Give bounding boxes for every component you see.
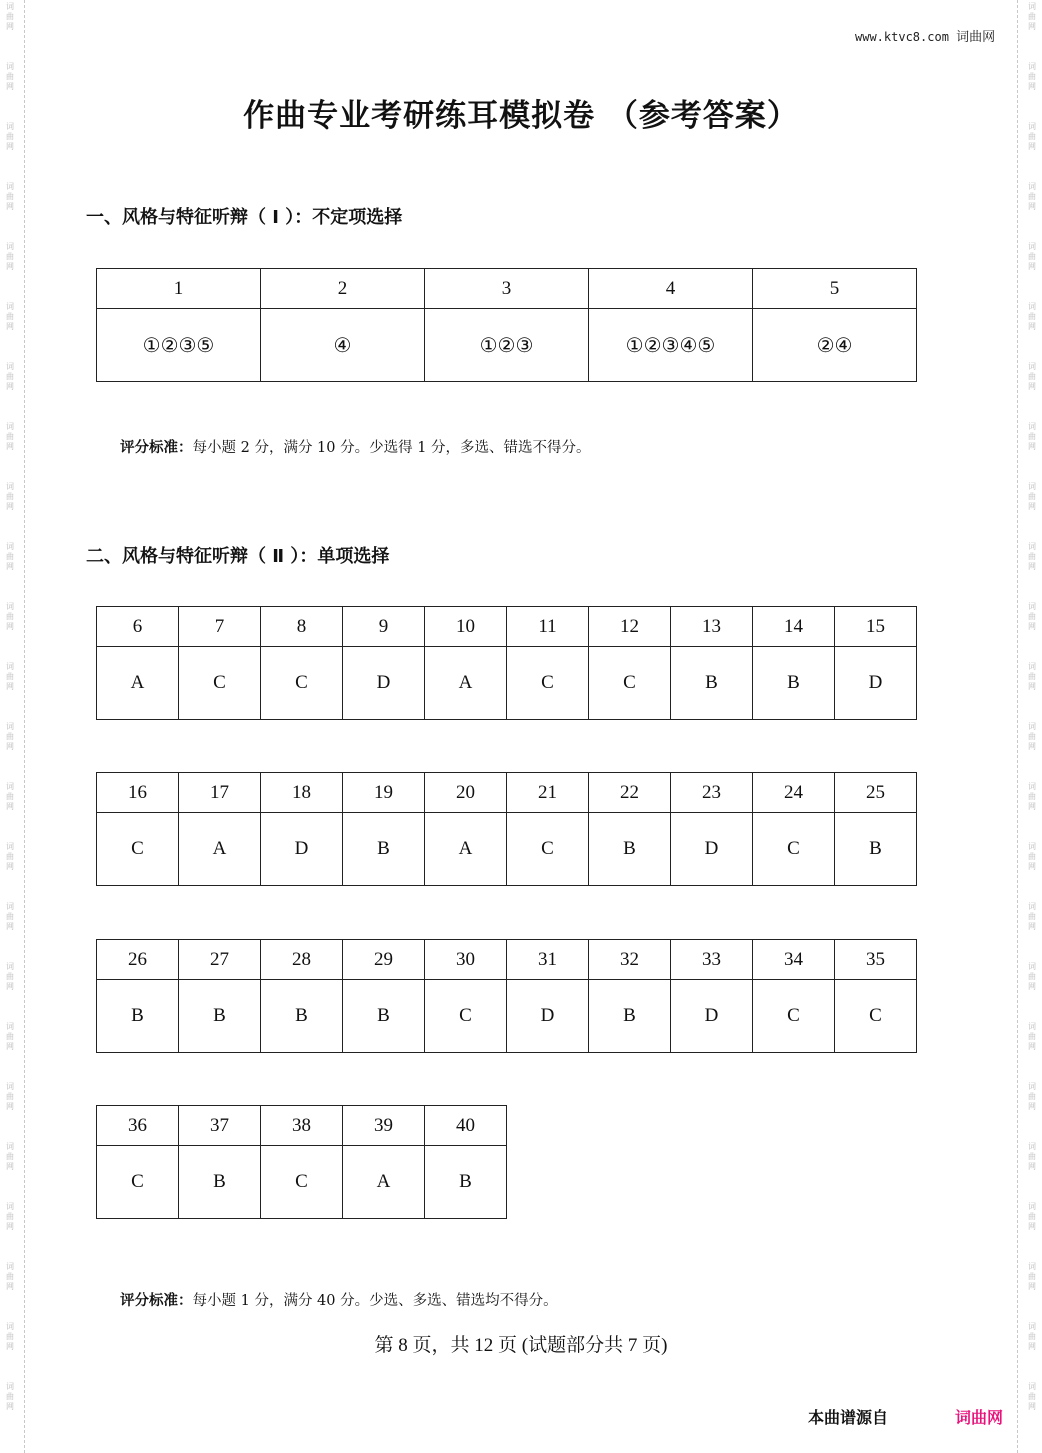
answer-cell: C (507, 647, 589, 720)
watermark-text: 词曲网 (6, 1142, 14, 1171)
answer-cell: C (753, 980, 835, 1053)
watermark-text: 词曲网 (6, 242, 14, 271)
watermark-text: 词曲网 (6, 122, 14, 151)
section2-answer-table-1 (96, 606, 917, 720)
answer-cell: B (343, 980, 425, 1053)
answer-row (97, 813, 917, 886)
question-number: 28 (261, 940, 343, 980)
watermark-text: 词曲网 (6, 1202, 14, 1231)
watermark-text: 词曲网 (6, 1382, 14, 1411)
source-label: 本曲谱源自 (808, 1408, 889, 1427)
question-number: 29 (343, 940, 425, 980)
criteria-lead: 评分标准： (120, 1293, 193, 1309)
answer-cell: C (753, 813, 835, 886)
watermark-text: 词曲网 (1028, 1142, 1036, 1171)
watermark-text: 词曲网 (1028, 542, 1036, 571)
answer-cell: B (589, 813, 671, 886)
site-name: 词曲网 (956, 30, 996, 45)
answer-cell: D (261, 813, 343, 886)
question-number: 9 (343, 607, 425, 647)
left-watermark-strip (0, 0, 26, 1453)
answer-cell: ②④ (753, 309, 917, 382)
answer-cell: B (97, 980, 179, 1053)
answer-cell: B (589, 980, 671, 1053)
watermark-text: 词曲网 (1028, 62, 1036, 91)
section1-heading: 一、风格与特征听辩（ Ⅰ ）：不定项选择 (86, 207, 403, 228)
watermark-text: 词曲网 (6, 782, 14, 811)
answer-row (97, 309, 917, 382)
watermark-text: 词曲网 (1028, 722, 1036, 751)
watermark-text: 词曲网 (1028, 1082, 1036, 1111)
section1-scoring-criteria (120, 436, 591, 457)
page-number-footer: 第 8 页，共 12 页 (试题部分共 7 页) (374, 1335, 668, 1356)
question-number: 26 (97, 940, 179, 980)
watermark-text: 词曲网 (1028, 182, 1036, 211)
right-watermark-strip (1016, 0, 1042, 1453)
watermark-text: 词曲网 (1028, 422, 1036, 451)
question-number: 33 (671, 940, 753, 980)
question-number: 19 (343, 773, 425, 813)
question-number-row (97, 269, 917, 309)
answer-cell: B (179, 980, 261, 1053)
answer-cell: A (97, 647, 179, 720)
answer-cell: A (425, 647, 507, 720)
answer-row (97, 647, 917, 720)
section2-scoring-criteria (120, 1289, 558, 1310)
question-number: 20 (425, 773, 507, 813)
watermark-text: 词曲网 (1028, 242, 1036, 271)
answer-cell: C (425, 980, 507, 1053)
watermark-text: 词曲网 (6, 1262, 14, 1291)
question-number: 14 (753, 607, 835, 647)
watermark-text: 词曲网 (1028, 362, 1036, 391)
question-number: 21 (507, 773, 589, 813)
question-number: 15 (835, 607, 917, 647)
source-brand-link[interactable]: 词曲网 (955, 1408, 1004, 1427)
watermark-text: 词曲网 (6, 2, 14, 31)
watermark-text: 词曲网 (6, 1082, 14, 1111)
question-number: 8 (261, 607, 343, 647)
answer-cell: B (261, 980, 343, 1053)
site-url[interactable]: www.ktvc8.com (855, 30, 949, 44)
answer-cell: D (671, 980, 753, 1053)
question-number: 39 (343, 1106, 425, 1146)
answer-row (97, 1146, 507, 1219)
criteria-text: 每小题 1 分，满分 40 分。少选、多选、错选均不得分。 (192, 1293, 558, 1309)
question-number: 10 (425, 607, 507, 647)
answer-cell: ①②③⑤ (97, 309, 261, 382)
question-number: 25 (835, 773, 917, 813)
question-number: 35 (835, 940, 917, 980)
answer-cell: C (835, 980, 917, 1053)
question-number: 7 (179, 607, 261, 647)
answer-cell: D (343, 647, 425, 720)
watermark-text: 词曲网 (1028, 602, 1036, 631)
question-number: 5 (753, 269, 917, 309)
question-number: 11 (507, 607, 589, 647)
watermark-text: 词曲网 (6, 662, 14, 691)
answer-cell: D (671, 813, 753, 886)
section2-answer-table-2 (96, 772, 917, 886)
answer-cell: A (343, 1146, 425, 1219)
question-number: 27 (179, 940, 261, 980)
question-number: 31 (507, 940, 589, 980)
criteria-text: 每小题 2 分，满分 10 分。少选得 1 分，多选、错选不得分。 (192, 440, 591, 456)
answer-cell: ④ (261, 309, 425, 382)
watermark-text: 词曲网 (1028, 1262, 1036, 1291)
question-number: 6 (97, 607, 179, 647)
right-dashed-line (1017, 0, 1018, 1453)
watermark-text: 词曲网 (6, 62, 14, 91)
question-number-row (97, 607, 917, 647)
watermark-text: 词曲网 (6, 1322, 14, 1351)
watermark-text: 词曲网 (6, 902, 14, 931)
answer-cell: C (261, 1146, 343, 1219)
answer-cell: B (179, 1146, 261, 1219)
watermark-text: 词曲网 (6, 602, 14, 631)
question-number: 4 (589, 269, 753, 309)
question-number: 34 (753, 940, 835, 980)
section1-answer-table (96, 268, 917, 382)
answer-cell: C (97, 813, 179, 886)
question-number: 36 (97, 1106, 179, 1146)
answer-cell: B (343, 813, 425, 886)
watermark-text: 词曲网 (1028, 902, 1036, 931)
question-number: 12 (589, 607, 671, 647)
answer-row (97, 980, 917, 1053)
criteria-lead: 评分标准： (120, 440, 193, 456)
answer-cell: ①②③④⑤ (589, 309, 753, 382)
watermark-text: 词曲网 (6, 1022, 14, 1051)
question-number: 37 (179, 1106, 261, 1146)
answer-cell: B (835, 813, 917, 886)
section2-answer-table-4 (96, 1105, 507, 1219)
question-number: 23 (671, 773, 753, 813)
answer-cell: C (261, 647, 343, 720)
answer-cell: A (179, 813, 261, 886)
watermark-text: 词曲网 (6, 182, 14, 211)
watermark-text: 词曲网 (1028, 1382, 1036, 1411)
answer-cell: C (507, 813, 589, 886)
question-number: 22 (589, 773, 671, 813)
left-dashed-line (24, 0, 25, 1453)
watermark-text: 词曲网 (6, 962, 14, 991)
question-number: 3 (425, 269, 589, 309)
answer-cell: C (179, 647, 261, 720)
watermark-text: 词曲网 (1028, 962, 1036, 991)
watermark-text: 词曲网 (6, 482, 14, 511)
question-number-row (97, 940, 917, 980)
question-number: 17 (179, 773, 261, 813)
watermark-text: 词曲网 (6, 422, 14, 451)
watermark-text: 词曲网 (1028, 1202, 1036, 1231)
question-number-row (97, 773, 917, 813)
answer-cell: B (753, 647, 835, 720)
watermark-text: 词曲网 (6, 542, 14, 571)
watermark-text: 词曲网 (1028, 2, 1036, 31)
question-number: 13 (671, 607, 753, 647)
answer-cell: C (589, 647, 671, 720)
watermark-text: 词曲网 (1028, 662, 1036, 691)
page-title: 作曲专业考研练耳模拟卷 （参考答案） (243, 98, 799, 134)
watermark-text: 词曲网 (6, 362, 14, 391)
question-number: 32 (589, 940, 671, 980)
watermark-text: 词曲网 (1028, 302, 1036, 331)
watermark-text: 词曲网 (1028, 782, 1036, 811)
watermark-text: 词曲网 (1028, 122, 1036, 151)
question-number-row (97, 1106, 507, 1146)
section2-heading: 二、风格与特征听辩（ Ⅱ ）：单项选择 (86, 546, 390, 567)
watermark-text: 词曲网 (6, 842, 14, 871)
question-number: 30 (425, 940, 507, 980)
site-header (855, 26, 995, 45)
watermark-text: 词曲网 (6, 302, 14, 331)
answer-cell: B (671, 647, 753, 720)
question-number: 2 (261, 269, 425, 309)
watermark-text: 词曲网 (1028, 1322, 1036, 1351)
question-number: 16 (97, 773, 179, 813)
answer-cell: ①②③ (425, 309, 589, 382)
answer-cell: A (425, 813, 507, 886)
question-number: 1 (97, 269, 261, 309)
section2-answer-table-3 (96, 939, 917, 1053)
watermark-text: 词曲网 (1028, 842, 1036, 871)
answer-cell: D (507, 980, 589, 1053)
question-number: 24 (753, 773, 835, 813)
question-number: 38 (261, 1106, 343, 1146)
answer-cell: D (835, 647, 917, 720)
answer-cell: B (425, 1146, 507, 1219)
watermark-text: 词曲网 (6, 722, 14, 751)
question-number: 18 (261, 773, 343, 813)
answer-cell: C (97, 1146, 179, 1219)
watermark-text: 词曲网 (1028, 1022, 1036, 1051)
watermark-text: 词曲网 (1028, 482, 1036, 511)
question-number: 40 (425, 1106, 507, 1146)
